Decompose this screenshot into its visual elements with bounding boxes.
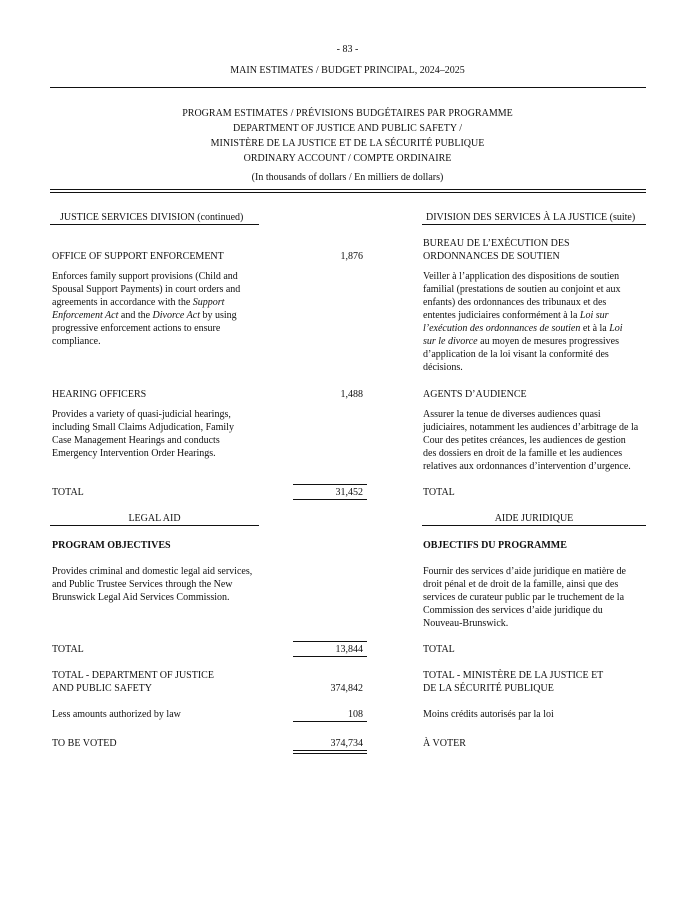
units-note: (In thousands of dollars / En milliers de dollars) <box>251 172 444 183</box>
department-title-fr: MINISTÈRE DE LA JUSTICE ET DE LA SÉCURITÉ PUBLIQUE <box>210 138 485 149</box>
account-title: ORDINARY ACCOUNT / COMPTE ORDINAIRE <box>243 153 452 164</box>
to-be-voted-amount: 374,734 <box>330 738 363 749</box>
legal-aid-description-fr: Fournir des services d’aide juridique en matière de droit pénal et de droit de la famille, ainsi que des services de curateur public par le truchement de la Commission des services d’aide juridique du Nouveau-Brunswick. <box>423 566 626 629</box>
page-number: - 83 - <box>336 44 359 55</box>
support-description-en: Enforces family support provisions (Child and Spousal Support Payments) in court orders and agreements in accordance with the Support Enforcement Act and the Divorce Act by using progressive enforcement actions to ensure compliance. <box>52 271 241 347</box>
total-rule-bottom <box>293 499 367 500</box>
support-amount: 1,876 <box>340 251 363 262</box>
hearing-amount: 1,488 <box>340 389 363 400</box>
less-amounts-label-en: Less amounts authorized by law <box>52 709 181 720</box>
title-rule-top <box>50 189 646 190</box>
legal-aid-underline-en <box>50 525 259 526</box>
to-be-voted-rule-bottom <box>293 753 367 754</box>
hearing-description-en: Provides a variety of quasi-judicial hearings, including Small Claims Adjudication, Family Case Management Hearings and conducts Emergency Intervention Order Hearings. <box>52 409 234 459</box>
legal-aid-total-rule-top <box>293 641 367 642</box>
dept-total-fr-2: DE LA SÉCURITÉ PUBLIQUE <box>423 683 554 694</box>
header-rule <box>50 87 646 88</box>
department-title-en: DEPARTMENT OF JUSTICE AND PUBLIC SAFETY / <box>232 123 463 134</box>
division-heading-fr: DIVISION DES SERVICES À LA JUSTICE (suite) <box>426 212 636 223</box>
title-rule-bottom <box>50 192 646 193</box>
support-title-fr-1: BUREAU DE L’EXÉCUTION DES <box>423 238 570 249</box>
legal-aid-total-amount: 13,844 <box>335 644 363 655</box>
support-description-fr: Veiller à l’application des dispositions de soutien familial (prestations de soutien au conjoint et aux enfants) des ordonnances des tribunaux et des ententes judiciaires conformément à la Loi sur l’exécution des ordonnances de soutien et à la Loi sur le divorce au moyen de mesures progressives d’application de la loi visant la conformité des décisions. <box>423 271 623 373</box>
division-underline-en <box>50 224 259 225</box>
legal-aid-total-rule-bottom <box>293 656 367 657</box>
to-be-voted-label-en: TO BE VOTED <box>52 738 117 749</box>
to-be-voted-rule-top <box>293 750 367 751</box>
division-heading-en: JUSTICE SERVICES DIVISION (continued) <box>60 212 244 223</box>
legal-aid-underline-fr <box>422 525 646 526</box>
dept-total-amount: 374,842 <box>330 683 363 694</box>
total-rule-top <box>293 484 367 485</box>
dept-total-en-2: AND PUBLIC SAFETY <box>52 683 153 694</box>
legal-aid-total-label-en: TOTAL <box>52 644 84 655</box>
less-amounts-amount: 108 <box>348 709 363 720</box>
support-title-fr-2: ORDONNANCES DE SOUTIEN <box>423 251 560 262</box>
program-objectives-en: PROGRAM OBJECTIVES <box>52 540 171 551</box>
legal-aid-total-label-fr: TOTAL <box>423 644 455 655</box>
legal-aid-heading-fr: AIDE JURIDIQUE <box>494 513 574 524</box>
total-label-fr: TOTAL <box>423 487 455 498</box>
to-be-voted-label-fr: À VOTER <box>423 738 466 749</box>
less-amounts-label-fr: Moins crédits autorisés par la loi <box>423 709 554 720</box>
legal-aid-description-en: Provides criminal and domestic legal aid services, and Public Trustee Services through the New Brunswick Legal Aid Services Commission. <box>52 566 253 603</box>
hearing-title-fr: AGENTS D’AUDIENCE <box>423 389 527 400</box>
hearing-description-fr: Assurer la tenue de diverses audiences quasi judiciaires, notamment les audiences d’arbitrage de la Cour des petites créances, les audiences de gestion des dossiers en droit de la famille et les audiences relatives aux ordonnances d’intervention d’urgence. <box>423 409 639 472</box>
dept-total-en-1: TOTAL - DEPARTMENT OF JUSTICE <box>52 670 214 681</box>
total-amount: 31,452 <box>335 487 363 498</box>
division-underline-fr <box>422 224 646 225</box>
support-title-en: OFFICE OF SUPPORT ENFORCEMENT <box>52 251 224 262</box>
running-title: MAIN ESTIMATES / BUDGET PRINCIPAL, 2024–2025 <box>230 65 465 76</box>
program-estimates-title: PROGRAM ESTIMATES / PRÉVISIONS BUDGÉTAIRES PAR PROGRAMME <box>182 108 513 119</box>
hearing-title-en: HEARING OFFICERS <box>52 389 147 400</box>
legal-aid-heading-en: LEGAL AID <box>128 513 181 524</box>
less-amounts-rule <box>293 721 367 722</box>
total-label-en: TOTAL <box>52 487 84 498</box>
dept-total-fr-1: TOTAL - MINISTÈRE DE LA JUSTICE ET <box>423 670 604 681</box>
program-objectives-fr: OBJECTIFS DU PROGRAMME <box>423 540 567 551</box>
